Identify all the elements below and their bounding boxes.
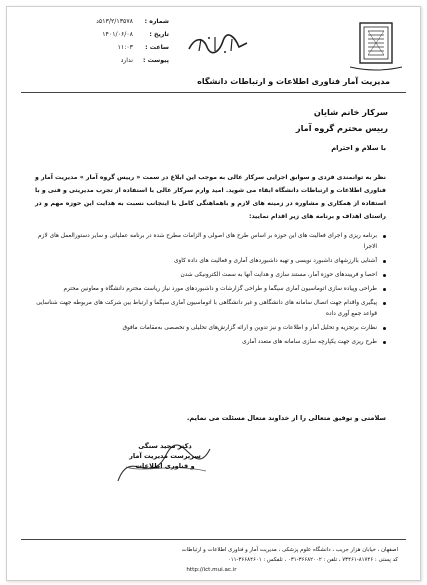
meta-attachment — [19, 54, 169, 67]
footer-contact: کد پستی : ۸۱۷۴۶-۷۳۴۶۱ ، تلفن : ۳۶۶۸۲۰۰۲-۰۳۱ ، تلفکس : ۳۶۶۸۴۶۰۱-۰۱۱ — [227, 557, 398, 563]
meta-value: ندارد — [120, 57, 133, 64]
meta-label: پیوست : — [143, 57, 169, 64]
signature-text — [110, 441, 220, 471]
recipient-title: رییس محترم گروه آمار — [295, 123, 388, 133]
signatory-name: دکتر مجید سنگی — [138, 442, 192, 450]
list-item: احصا و فرییندهای حوزه آمار، مستند سازی و هدایت آنها به سمت الکترونیکی شدن — [35, 270, 386, 281]
duties-list — [35, 231, 386, 351]
letter-page — [6, 6, 421, 581]
footer-divider — [21, 539, 406, 540]
meta-time — [19, 41, 169, 54]
greeting: با سلام و احترام — [331, 144, 386, 152]
intro-paragraph: نظر به توانمندی فردی و سوابق اجرایی سرکار عالی به موجب این ابلاغ در سمت « رییس گروه آمار » مدیریت آمار و فناوری اطلاعات و ارتباطات دانشگاه ابقاء می شوید. امید وارم سرکار عالی با استفاده از تجرب مدیریتی و فنی و با استفاده از همکاری و مشاوره در زمینه های لازم و باهماهنگی کامل با اینجانب نسبت به هدایت این حوزه مهم و در راستای اهداف و برنامه های زیر اقدام نمایید: — [35, 174, 386, 220]
list-item: آشنایی باارزشهای داشبورد نویسی و تهیه داشبوردهای آماری و فعالیت های داده کاوی — [35, 256, 386, 267]
list-item: نظارت برتجزیه و تحلیل آمار و اطلاعات و نیز تدوین و ارائه گزارش‌های تحلیلی و تخصصی به‌مقامات مافوق — [35, 323, 386, 334]
footer-website: http://ict.mui.ac.ir — [186, 567, 237, 573]
header-divider — [21, 92, 406, 93]
list-item: برنامه ریزی و اجرای فعالیت های این حوزه بر اساس طرح های اصولی و الزامات مطرح شده در برنامه عملیاتی و سایر دستورالعمل های لازم الاجرا — [35, 231, 386, 253]
signatory-title-2: و فناوری اطلاعات — [135, 462, 195, 470]
university-logo-icon — [346, 21, 406, 73]
meta-label: تاریخ : — [149, 31, 169, 38]
closing-line: سلامتی و توفیق متعالی را از خداوند متعال مسئلت می نمایم. — [186, 414, 386, 422]
list-item: پیگیری واقدام جهت اتصال سامانه های دانشگاهی و غیر دانشگاهی با اتوماسیون آماری سیگما و ارتباط بین شرکت های مربوطه جهت شناسایی قواعد جمع آوری داده — [35, 298, 386, 320]
meta-value: ۱۴۰۱/۰۶/۰۸ — [102, 31, 133, 38]
recipient-name: سرکار خانم شایان — [313, 107, 388, 117]
list-item: طرح ریزی جهت یکپارچه سازی سامانه های متعدد آماری — [35, 337, 386, 348]
meta-label: ساعت : — [145, 44, 169, 51]
meta-value: ۵۱۳/۲/۱۳۵۷۸د — [96, 18, 133, 25]
meta-label: شماره : — [144, 18, 169, 25]
signatory-title: سرپرست مدیریت آمار — [129, 452, 201, 460]
calligraphy-emblem-icon — [185, 33, 251, 55]
meta-value: ۱۱:۰۳ — [117, 44, 133, 51]
meta-number — [19, 15, 169, 28]
recipient-block — [296, 104, 388, 136]
letter-meta — [19, 15, 169, 67]
footer — [25, 545, 398, 575]
signature-block — [110, 437, 220, 493]
footer-address: اصفهان ، خیابان هزار جریب ، دانشگاه علوم پزشکی ، مدیریت آمار و فناوری اطلاعات و ارتباطات — [181, 547, 398, 553]
department-title: مدیریت آمار فناوری اطلاعات و ارتباطات دانشگاه — [197, 77, 390, 86]
meta-date — [19, 28, 169, 41]
list-item: طراحی وپیاده سازی اتوماسیون آماری سیگما و طراحی گزارشات و داشبوردهای مورد نیاز ریاست محترم دانشگاه و معاونین محترم — [35, 284, 386, 295]
